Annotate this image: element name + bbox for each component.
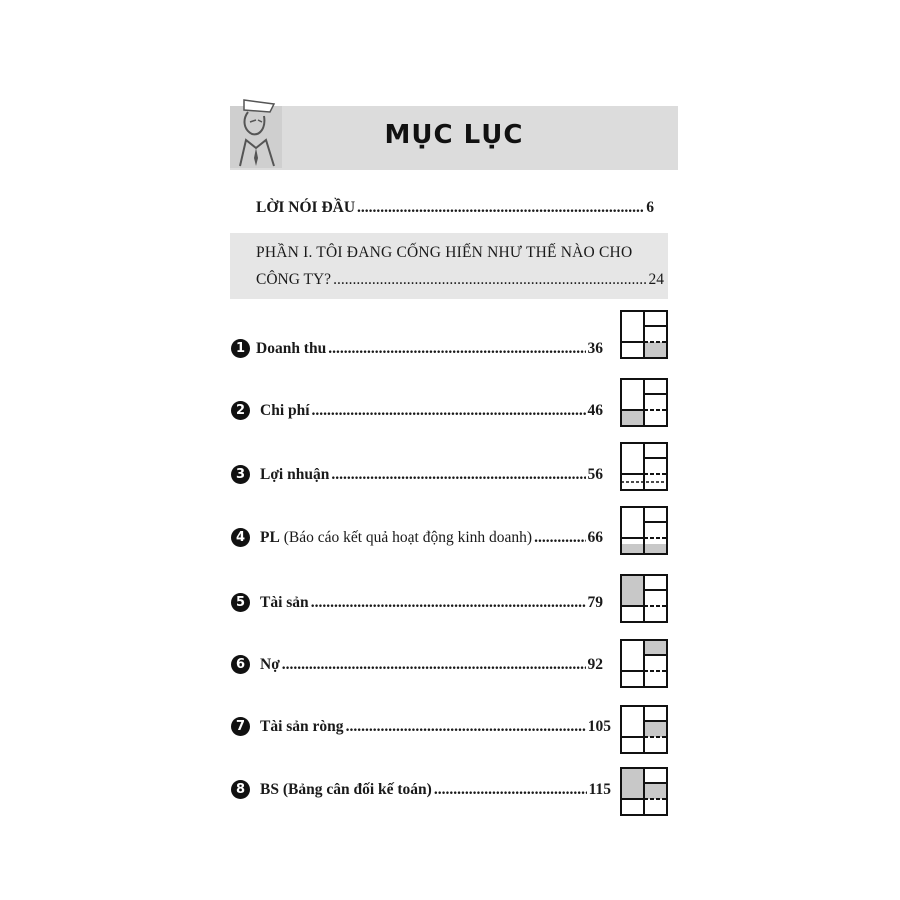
- dot-leader: [328, 340, 585, 358]
- chapter-page: 56: [587, 466, 603, 483]
- chapter-page: 79: [587, 594, 603, 611]
- dot-leader: [312, 402, 586, 420]
- chapter-page: 46: [587, 402, 603, 419]
- balance-diagram-icon: [620, 442, 668, 491]
- toc-chapter-1[interactable]: [231, 340, 603, 359]
- chapter-number-badge: 4: [231, 528, 250, 547]
- toc-intro-label: LỜI NÓI ĐẦU: [256, 199, 356, 216]
- toc-chapter-2[interactable]: [231, 402, 603, 421]
- title-bar: [230, 106, 678, 170]
- toc-chapter-6[interactable]: [231, 656, 603, 675]
- balance-diagram-icon: [620, 705, 668, 754]
- chapter-number-badge: 2: [231, 401, 250, 420]
- toc-chapter-3[interactable]: [231, 466, 603, 485]
- chapter-title: Lợi nhuận: [260, 466, 330, 483]
- chapter-number-badge: 7: [231, 717, 250, 736]
- chapter-page: 66: [587, 529, 603, 546]
- toc-chapter-4[interactable]: [231, 529, 603, 548]
- balance-diagram-icon: [620, 767, 668, 816]
- chapter-number-badge: 6: [231, 655, 250, 674]
- toc-chapter-5[interactable]: [231, 594, 603, 613]
- toc-intro[interactable]: [256, 199, 654, 217]
- balance-diagram-icon: [620, 310, 668, 359]
- dot-leader: [534, 529, 585, 547]
- chapter-title: Tài sản: [260, 594, 309, 611]
- toc-intro-page: 6: [646, 199, 654, 216]
- chapter-page: 105: [587, 718, 611, 735]
- dot-leader: [357, 199, 644, 217]
- chapter-subtitle: (Báo cáo kết quả hoạt động kinh doanh): [279, 529, 533, 546]
- part1-page: 24: [648, 271, 664, 288]
- dot-leader: [346, 718, 586, 736]
- chapter-title: Doanh thu: [256, 340, 327, 357]
- part-banner: [230, 233, 668, 299]
- dot-leader: [311, 594, 586, 612]
- part1-title-line1: PHẦN I. TÔI ĐANG CỐNG HIẾN NHƯ THẾ NÀO CHO: [256, 244, 633, 261]
- part1-title-line2: CÔNG TY?: [256, 271, 332, 288]
- chapter-number-badge: 8: [231, 780, 250, 799]
- chapter-page: 115: [588, 781, 611, 798]
- chapter-number-badge: 3: [231, 465, 250, 484]
- chapter-title: Chi phí: [260, 402, 310, 419]
- balance-diagram-icon: [620, 574, 668, 623]
- balance-diagram-icon: [620, 378, 668, 427]
- toc-chapter-8[interactable]: [231, 781, 611, 800]
- chapter-title: Nợ: [260, 656, 280, 673]
- dot-leader: [333, 271, 646, 289]
- dot-leader: [331, 466, 585, 484]
- balance-diagram-icon: [620, 506, 668, 555]
- chapter-title: BS (Bảng cân đối kế toán): [260, 781, 432, 798]
- page-title: MỤC LỤC: [384, 120, 524, 150]
- businessman-icon: [230, 96, 282, 168]
- toc-chapter-7[interactable]: [231, 718, 611, 737]
- dot-leader: [434, 781, 587, 799]
- toc-part1[interactable]: [256, 271, 664, 289]
- chapter-number-badge: 5: [231, 593, 250, 612]
- chapter-page: 36: [587, 340, 603, 357]
- balance-diagram-icon: [620, 639, 668, 688]
- chapter-title: Tài sản ròng: [260, 718, 344, 735]
- chapter-number-badge: 1: [231, 339, 250, 358]
- chapter-title: PL: [260, 529, 280, 546]
- chapter-page: 92: [587, 656, 603, 673]
- dot-leader: [282, 656, 586, 674]
